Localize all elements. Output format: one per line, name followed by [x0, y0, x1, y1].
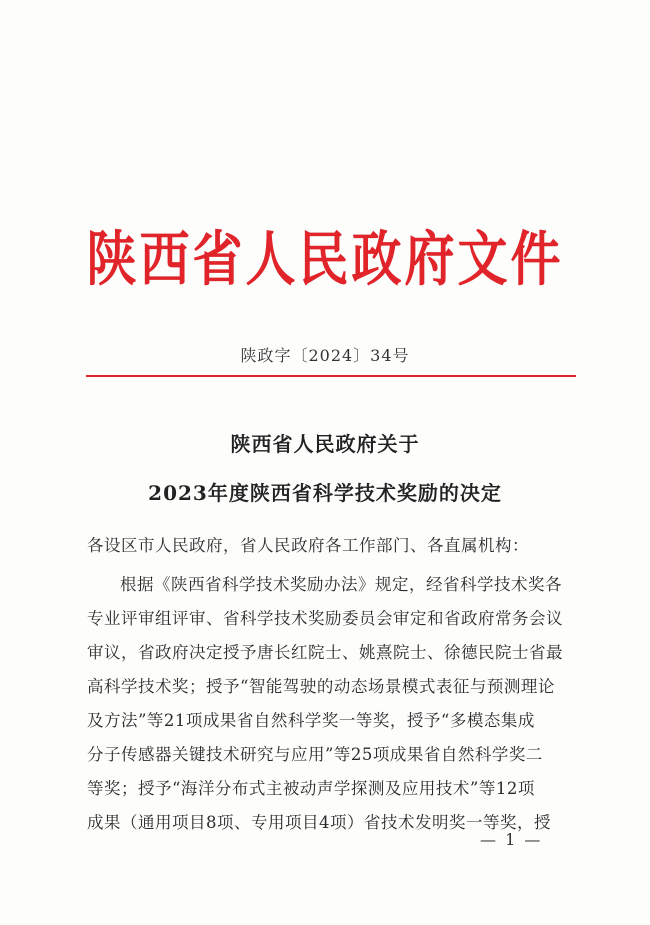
body-line: 及方法”等21项成果省自然科学奖一等奖，授予“多模态集成 — [87, 711, 535, 730]
document-title-line-2: 2023年度陕西省科学技术奖励的决定 — [148, 481, 502, 505]
red-divider-line — [86, 375, 576, 377]
document-header-title: 陕西省人民政府文件 — [86, 223, 564, 294]
body-line: 根据《陕西省科学技术奖励办法》规定，经省科学技术奖各 — [120, 575, 562, 594]
body-line: 成果（通用项目8项、专用项目4项）省技术发明奖一等奖，授 — [87, 813, 551, 832]
document-title-line-1: 陕西省人民政府关于 — [230, 432, 420, 456]
body-line: 高科学技术奖；授予“智能驾驶的动态场景模式表征与预测理论 — [87, 677, 555, 696]
page-number: — 1 — — [480, 830, 543, 849]
body-line: 等奖；授予“海洋分布式主被动声学探测及应用技术”等12项 — [87, 779, 535, 798]
body-line: 专业评审组评审、省科学技术奖励委员会审定和省政府常务会议 — [87, 609, 563, 628]
body-line: 分子传感器关键技术研究与应用”等25项成果省自然科学奖二 — [87, 745, 543, 764]
body-line: 审议，省政府决定授予唐长红院士、姚熹院士、徐德民院士省最 — [87, 643, 563, 662]
salutation: 各设区市人民政府，省人民政府各工作部门、各直属机构： — [87, 536, 529, 555]
document-number: 陕政字〔2024〕34号 — [240, 346, 410, 365]
